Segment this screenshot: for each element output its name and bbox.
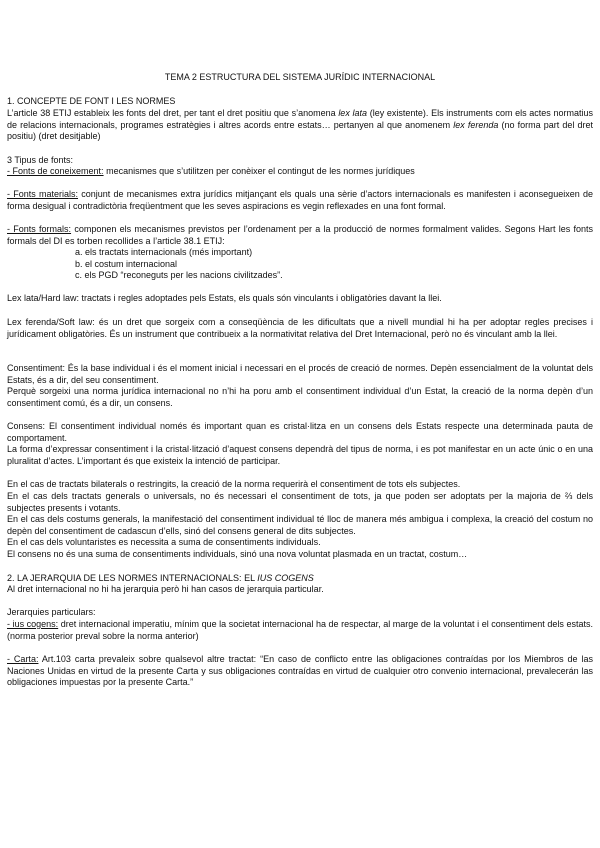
carta-label: - Carta: [7, 654, 39, 664]
section-1-paragraph [7, 108, 593, 143]
page-title: TEMA 2 ESTRUCTURA DEL SISTEMA JURÍDIC INTERNACIONAL [164, 72, 436, 82]
fonts-formals [7, 224, 593, 247]
ius-cogens-label: - ius cogens: [7, 619, 59, 629]
fonts-materials-label: - Fonts materials: [7, 189, 79, 199]
section-1-heading: 1. CONCEPTE DE FONT I LES NORMES [7, 96, 176, 106]
fonts-formals-text: componen els mecanismes previstos per l’ordenament per a la producció de normes formalment valides. Segons Hart les fonts formals del DI es torben recollides a l’article 38.1 ETIJ: [7, 224, 593, 246]
lex-ferenda-paragraph: Lex ferenda/Soft law: és un dret que sorgeix com a conseqüència de les dificultats que a nivell mundial hi ha per adoptar regles precises i jurídicament obligatòries. És un instrument que contribueix a la normativitat relativa del Dret Internacional, però no és vinculant amb la llei. [7, 317, 593, 339]
section-2-heading [7, 573, 593, 585]
cas-paragraph: En el cas de tractats bilaterals o restringits, la creació de la norma requerirà el consentiment de tots els subjectes. [7, 479, 461, 489]
lex-lata-term: lex lata [338, 108, 368, 118]
fonts-materials [7, 189, 593, 212]
p1-text-a: L’article 38 ETIJ estableix les fonts del dret, per tant el dret positiu que s’anomena [7, 108, 336, 118]
cas-paragraph: En el cas dels costums generals, la manifestació del consentiment individual té lloc de manera més ambigua i complexa, la creació del costum no depèn del consentiment de cadascun d’ells, sinó del consens general de dits subjectes. [7, 514, 593, 536]
fonts-coneixement-label: - Fonts de coneixement: [7, 166, 104, 176]
consentiment-p2: Perquè sorgeixi una norma jurídica internacional no n’hi ha poru amb el consentiment individual d’un Estat, la creació de la norma depèn d’un consentiment comú, és a dir, un consens. [7, 386, 593, 408]
consens-p2: La forma d’expressar consentiment i la cristal·lització d’aquest consens dependrà del tipus de norma, i es pot manifestar en un acte únic o en una pluralitat d’actes. L’important és que existeix la intenció de participar. [7, 444, 593, 466]
section-2-heading-text: 2. LA JERARQUIA DE LES NORMES INTERNACIONALS: EL [7, 573, 255, 583]
consentiment-p1: Consentiment: És la base individual i és el moment inicial i necessari en el procés de creació de normes. Depèn essencialment de la voluntat dels Estats, és a dir, del seu consentiment. [7, 363, 593, 385]
fonts-materials-text: conjunt de mecanismes extra jurídics mitjançant els quals una sèrie d’actors internacionals es manifesten i aconsegueixen de forma desigual i contradictòria freqüentment que les seves aspiracions es vegin reflexades en una font formal. [7, 189, 593, 211]
ius-cogens-paragraph [7, 619, 593, 642]
fonts-formals-label: - Fonts formals: [7, 224, 72, 234]
types-heading: 3 Tipus de fonts: [7, 155, 74, 165]
cas-paragraph: El consens no és una suma de consentiments individuals, sinó una nova voluntat plasmada en un tractat, costum… [7, 549, 468, 559]
p1-text-b: (ley existente). Els instruments com els actes normatius de relacions internacionals, programes estratègies i altres acords entre estats… pertanyen al que anomenem [7, 108, 593, 130]
cas-paragraph: En el cas dels tractats generals o universals, no és necessari el consentiment de tots, ja que poden ser adoptats per la majoria de ⅔ dels subjectes presents i votants. [7, 491, 593, 513]
section-2-intro: Al dret internacional no hi ha jerarquia però hi han casos de jerarquia particular. [7, 584, 324, 594]
list-item: c. els PGD “reconeguts per les nacions civilitzades”. [75, 270, 283, 280]
list-item: a. els tractats internacionals (més important) [75, 247, 253, 257]
consens-p1: Consens: El consentiment individual només és important quan es cristal·litza en un consens dels Estats respecte una determinada pauta de comportament. [7, 421, 593, 443]
fonts-coneixement-text: mecanismes que s’utilitzen per conèixer el contingut de les normes jurídiques [106, 166, 415, 176]
p1-text-c: (no forma part del dret positiu) (dret desitjable) [7, 119, 593, 142]
ius-cogens-text: dret internacional imperatiu, mínim que la societat internacional ha de respectar, al marge de la voluntat i el consentiment dels estats. (norma posterior preval sobre la norma anterior) [7, 619, 593, 641]
carta-paragraph [7, 654, 593, 689]
cas-paragraph: En el cas dels voluntaristes es necessita a suma de consentiments individuals. [7, 537, 321, 547]
fonts-coneixement [7, 166, 593, 178]
jerarquies-heading: Jerarquies particulars: [7, 607, 96, 617]
ius-cogens-term: IUS COGENS [257, 573, 314, 583]
carta-text: Art.103 carta prevaleix sobre qualsevol altre tractat: “En caso de conflicto entre las obligaciones contraídas por los Miembros de las Naciones Unidas en virtud de la presente Carta y sus obligaciones contraídas en virtud de cualquier otro convenio internacional, prevalecerán las obligaciones impuestas por la presente Carta.” [7, 654, 593, 688]
lex-ferenda-term: lex ferenda [453, 119, 499, 130]
list-item: b. el costum internacional [75, 259, 178, 269]
lex-lata-paragraph: Lex lata/Hard law: tractats i regles adoptades pels Estats, els quals són vinculants i obligatòries davant la llei. [7, 293, 442, 303]
